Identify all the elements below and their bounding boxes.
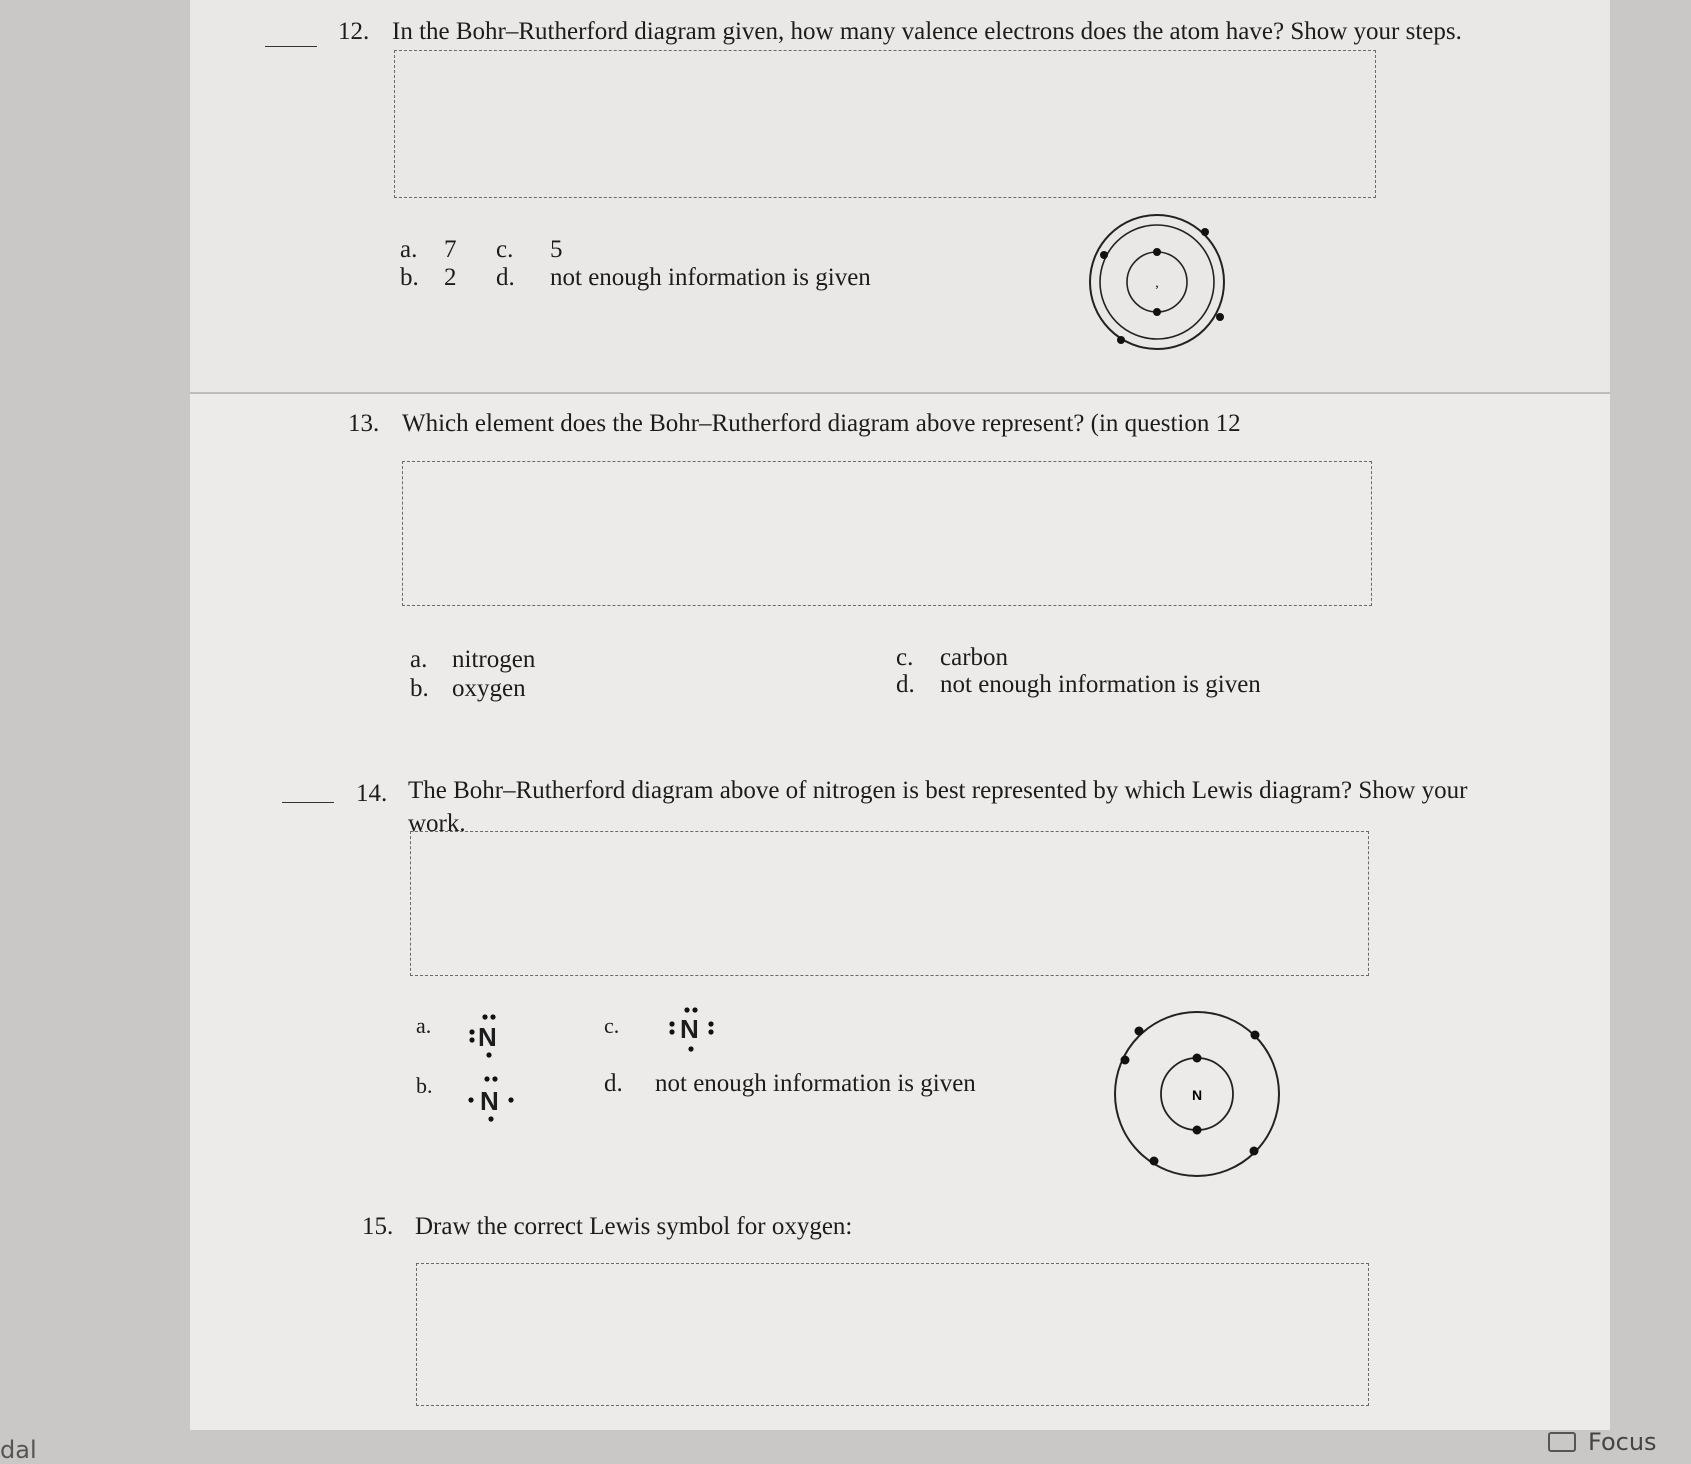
- lewis-b-symbol: N: [480, 1086, 499, 1116]
- q13-option-b-text: oxygen: [452, 675, 526, 702]
- answer-blank-14[interactable]: [282, 802, 334, 803]
- bohr-14-nucleus-label: N: [1191, 1087, 1203, 1103]
- q13-option-b-letter: b.: [410, 675, 429, 702]
- question-14-text-line2: work.: [408, 810, 466, 837]
- lewis-c-symbol: N: [680, 1014, 699, 1044]
- q13-option-d-text: not enough information is given: [940, 671, 1261, 698]
- question-13-number: 13.: [348, 410, 380, 437]
- question-13-text: Which element does the Bohr–Rutherford diagram above represent? (in question 12: [402, 410, 1241, 437]
- q12-option-b-text: 2: [444, 264, 457, 291]
- corner-text: dal: [0, 1436, 37, 1464]
- focus-label: Focus: [1588, 1428, 1657, 1456]
- lewis-option-c: [666, 1006, 716, 1052]
- q12-option-b-letter: b.: [400, 264, 419, 291]
- lewis-a-symbol: N: [478, 1022, 497, 1052]
- q14-option-a-letter: a.: [416, 1013, 432, 1038]
- section-divider: [190, 392, 1610, 394]
- question-12-number: 12.: [338, 18, 370, 45]
- bohr-12-nucleus-label: ,: [1155, 276, 1159, 291]
- q14-option-d-text: not enough information is given: [655, 1070, 976, 1097]
- q12-option-a-text: 7: [444, 236, 457, 263]
- q14-option-d-letter: d.: [604, 1070, 623, 1097]
- bohr-diagram-12: [1085, 210, 1235, 360]
- question-15-text: Draw the correct Lewis symbol for oxygen:: [415, 1213, 853, 1240]
- focus-button[interactable]: [1548, 1428, 1657, 1456]
- q12-option-a-letter: a.: [400, 236, 418, 263]
- q13-option-a-letter: a.: [410, 646, 428, 673]
- answer-blank-12[interactable]: [265, 46, 317, 47]
- q12-option-d-text: not enough information is given: [550, 264, 871, 291]
- q13-option-d-letter: d.: [896, 671, 915, 698]
- answer-box-15[interactable]: [416, 1263, 1369, 1406]
- question-15-number: 15.: [362, 1213, 394, 1240]
- bohr-diagram-14: [1113, 1010, 1283, 1180]
- q14-option-b-letter: b.: [416, 1073, 433, 1098]
- q14-option-c-letter: c.: [604, 1013, 620, 1038]
- q13-option-c-letter: c.: [896, 644, 914, 671]
- lewis-option-b: [466, 1072, 514, 1122]
- answer-box-14[interactable]: [410, 831, 1369, 976]
- answer-box-12[interactable]: [394, 50, 1376, 198]
- q13-option-a-text: nitrogen: [452, 646, 536, 673]
- question-14-text-line1: The Bohr–Rutherford diagram above of nitrogen is best represented by which Lewis diagram? Show your: [408, 777, 1468, 804]
- q12-option-d-letter: d.: [496, 264, 515, 291]
- question-12-text: In the Bohr–Rutherford diagram given, how many valence electrons does the atom have? Show your steps.: [392, 18, 1462, 45]
- q12-option-c-letter: c.: [496, 236, 514, 263]
- focus-icon: [1548, 1432, 1576, 1452]
- q13-option-c-text: carbon: [940, 644, 1009, 671]
- lewis-option-a: [468, 1012, 508, 1058]
- question-14-number: 14.: [356, 780, 388, 807]
- q12-option-c-text: 5: [550, 236, 563, 263]
- answer-box-13[interactable]: [402, 461, 1372, 606]
